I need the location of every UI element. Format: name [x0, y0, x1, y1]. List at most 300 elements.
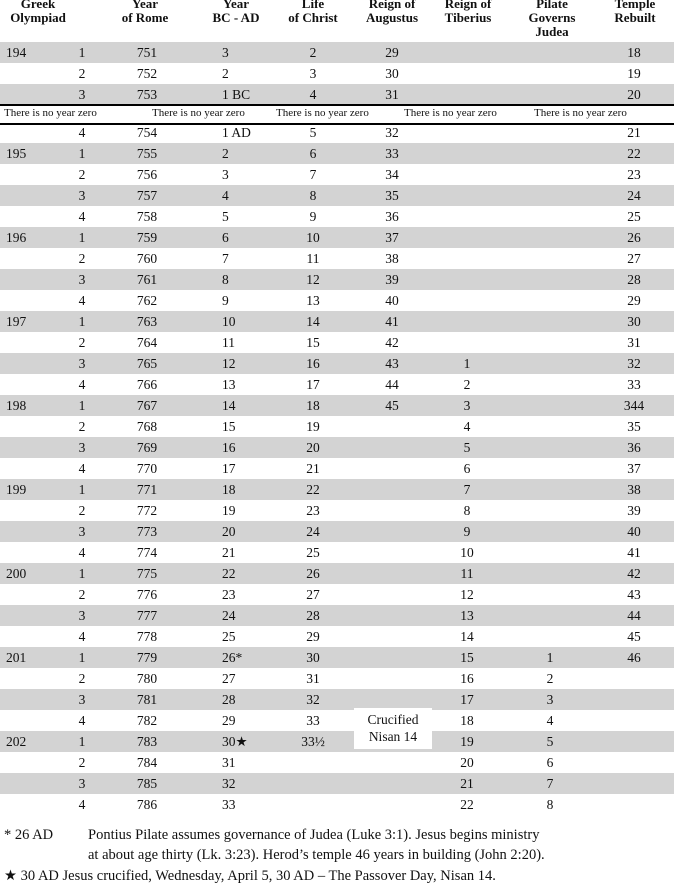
cell-bcad: 8: [222, 272, 229, 287]
table-row: [0, 584, 674, 605]
cell-christ: 21: [306, 461, 320, 476]
table-row: [0, 290, 674, 311]
table-row: [0, 206, 674, 227]
table-row: [0, 248, 674, 269]
column-header-line: Olympiad: [10, 10, 66, 25]
cell-q: 3: [78, 776, 86, 791]
cell-christ: 20: [306, 440, 320, 455]
cell-augustus: 42: [385, 335, 399, 350]
cell-tiberius: 4: [463, 419, 471, 434]
table-row: [0, 227, 674, 248]
table-row: [0, 437, 674, 458]
cell-q: 3: [78, 608, 86, 623]
cell-temple: 24: [627, 188, 641, 203]
cell-temple: 35: [627, 419, 641, 434]
column-header-line: Year: [132, 0, 158, 11]
cell-temple: 42: [627, 566, 641, 581]
cell-temple: 43: [627, 587, 641, 602]
cell-q: 2: [78, 755, 86, 770]
cell-bcad: 10: [222, 314, 236, 329]
cell-temple: 40: [627, 524, 641, 539]
cell-q: 1: [78, 482, 86, 497]
cell-christ: 16: [306, 356, 320, 371]
column-header: [595, 0, 674, 25]
cell-temple: 29: [627, 293, 641, 308]
cell-tiberius: 12: [460, 587, 474, 602]
cell-temple: 22: [627, 146, 641, 161]
cell-augustus: 38: [385, 251, 399, 266]
cell-christ: 29: [306, 629, 320, 644]
no-year-zero-note: There is no year zero: [276, 107, 369, 119]
cell-rome: 780: [136, 671, 158, 686]
cell-bcad: 13: [222, 377, 236, 392]
cell-bcad: 22: [222, 566, 236, 581]
cell-rome: 753: [136, 87, 158, 102]
no-year-zero-note: There is no year zero: [534, 107, 627, 119]
cell-q: 4: [78, 293, 86, 308]
cell-q: 4: [78, 797, 86, 812]
cell-tiberius: 9: [463, 524, 471, 539]
cell-bcad: 23: [222, 587, 236, 602]
cell-tiberius: 22: [460, 797, 474, 812]
column-header-line: Greek: [20, 0, 56, 11]
cell-rome: 768: [136, 419, 158, 434]
table-row: [0, 269, 674, 290]
cell-q: 1: [78, 398, 86, 413]
table-row: [0, 626, 674, 647]
cell-augustus: 33: [385, 146, 399, 161]
cell-q: 1: [78, 230, 86, 245]
cell-bcad: 27: [222, 671, 236, 686]
footnote-1-line1: Pontius Pilate assumes governance of Judea (Luke 3:1). Jesus begins ministry: [88, 827, 540, 843]
cell-temple: 27: [627, 251, 641, 266]
cell-olympiad: 199: [6, 482, 27, 497]
cell-tiberius: 7: [463, 482, 471, 497]
column-header-line: BC - AD: [212, 10, 260, 25]
cell-augustus: 34: [385, 167, 399, 182]
column-header: [105, 0, 185, 25]
cell-christ: 14: [306, 314, 320, 329]
cell-temple: 45: [627, 629, 641, 644]
cell-tiberius: 15: [460, 650, 474, 665]
cell-augustus: 30: [385, 66, 399, 81]
column-header: [428, 0, 508, 25]
cell-bcad: 15: [222, 419, 236, 434]
cell-bcad: 30★: [222, 734, 248, 749]
cell-tiberius: 18: [460, 713, 474, 728]
cell-rome: 779: [136, 650, 158, 665]
cell-q: 3: [78, 524, 86, 539]
cell-bcad: 17: [222, 461, 236, 476]
table-row: [0, 84, 674, 105]
column-header-line: Pilate: [536, 0, 568, 11]
table-row: [0, 542, 674, 563]
cell-rome: 766: [136, 377, 158, 392]
cell-temple: 44: [627, 608, 641, 623]
column-header-line: Tiberius: [444, 10, 492, 25]
cell-christ: 3: [309, 66, 317, 81]
cell-christ: 12: [306, 272, 320, 287]
cell-bcad: 14: [222, 398, 236, 413]
cell-christ: 11: [306, 251, 320, 266]
column-header-line: Governs: [528, 10, 576, 25]
column-header-line: of Christ: [288, 10, 338, 25]
cell-christ: 17: [306, 377, 320, 392]
cell-q: 1: [78, 45, 86, 60]
cell-rome: 763: [136, 314, 158, 329]
cell-rome: 775: [136, 566, 158, 581]
table-row: [0, 521, 674, 542]
cell-q: 1: [78, 734, 86, 749]
cell-pilate: 5: [546, 734, 554, 749]
cell-temple: 36: [627, 440, 641, 455]
cell-temple: 19: [627, 66, 641, 81]
cell-q: 2: [78, 251, 86, 266]
cell-christ: 32: [306, 692, 320, 707]
cell-q: 4: [78, 545, 86, 560]
cell-bcad: 6: [222, 230, 229, 245]
cell-temple: 344: [623, 398, 645, 413]
table-row: [0, 479, 674, 500]
column-header-line: Judea: [535, 24, 569, 39]
cell-temple: 28: [627, 272, 641, 287]
cell-q: 3: [78, 692, 86, 707]
cell-bcad: 4: [222, 188, 229, 203]
table-row: [0, 689, 674, 710]
cell-bcad: 24: [222, 608, 236, 623]
cell-christ: 8: [309, 188, 317, 203]
column-header-line: of Rome: [121, 10, 169, 25]
table-row: [0, 710, 674, 731]
cell-rome: 755: [136, 146, 158, 161]
cell-temple: 26: [627, 230, 641, 245]
cell-pilate: 8: [546, 797, 554, 812]
table-row: [0, 122, 674, 143]
cell-rome: 771: [136, 482, 158, 497]
table-row: [0, 311, 674, 332]
cell-augustus: 44: [385, 377, 399, 392]
table-row: [0, 458, 674, 479]
cell-rome: 782: [136, 713, 158, 728]
cell-christ: 4: [309, 87, 317, 102]
cell-pilate: 3: [546, 692, 554, 707]
cell-christ: 15: [306, 335, 320, 350]
cell-bcad: 1 AD: [222, 125, 251, 140]
cell-rome: 762: [136, 293, 158, 308]
cell-augustus: 35: [385, 188, 399, 203]
cell-bcad: 29: [222, 713, 236, 728]
cell-augustus: 36: [385, 209, 399, 224]
cell-rome: 777: [136, 608, 158, 623]
cell-rome: 778: [136, 629, 158, 644]
cell-christ: 33½: [301, 734, 325, 749]
table-row: [0, 773, 674, 794]
cell-pilate: 7: [546, 776, 554, 791]
cell-olympiad: 201: [6, 650, 27, 665]
cell-bcad: 28: [222, 692, 236, 707]
cell-q: 3: [78, 188, 86, 203]
cell-bcad: 31: [222, 755, 236, 770]
cell-q: 4: [78, 125, 86, 140]
cell-christ: 2: [309, 45, 317, 60]
cell-q: 2: [78, 503, 86, 518]
table-row: [0, 395, 674, 416]
cell-augustus: 31: [385, 87, 399, 102]
cell-bcad: 21: [222, 545, 236, 560]
cell-temple: 21: [627, 125, 641, 140]
cell-bcad: 19: [222, 503, 236, 518]
column-header-line: Rebuilt: [614, 10, 656, 25]
cell-bcad: 12: [222, 356, 236, 371]
cell-christ: 10: [306, 230, 320, 245]
cell-temple: 18: [627, 45, 641, 60]
footnote-1-line2: at about age thirty (Lk. 3:23). Herod’s temple 46 years in building (John 2:20).: [88, 847, 545, 863]
cell-pilate: 2: [546, 671, 554, 686]
table-row: [0, 731, 674, 752]
table-row: [0, 353, 674, 374]
cell-tiberius: 14: [460, 629, 474, 644]
column-header: [352, 0, 432, 25]
column-header-line: Reign of: [444, 0, 492, 11]
table-row: [0, 605, 674, 626]
cell-temple: 20: [627, 87, 641, 102]
table-row: [0, 143, 674, 164]
cell-bcad: 16: [222, 440, 236, 455]
cell-temple: 23: [627, 167, 641, 182]
cell-christ: 26: [306, 566, 320, 581]
cell-q: 2: [78, 66, 86, 81]
cell-temple: 32: [627, 356, 641, 371]
cell-bcad: 9: [222, 293, 229, 308]
crucified-callout: [354, 708, 432, 749]
cell-tiberius: 2: [463, 377, 471, 392]
cell-olympiad: 197: [6, 314, 27, 329]
cell-rome: 765: [136, 356, 158, 371]
cell-christ: 23: [306, 503, 320, 518]
cell-bcad: 3: [222, 167, 229, 182]
cell-q: 3: [78, 356, 86, 371]
cell-augustus: 32: [385, 125, 399, 140]
cell-rome: 767: [136, 398, 158, 413]
cell-christ: 28: [306, 608, 320, 623]
column-header-line: Reign of: [368, 0, 416, 11]
table-row: [0, 563, 674, 584]
cell-bcad: 33: [222, 797, 236, 812]
cell-temple: 33: [627, 377, 641, 392]
cell-rome: 785: [136, 776, 158, 791]
cell-temple: 39: [627, 503, 641, 518]
cell-augustus: 43: [385, 356, 399, 371]
cell-rome: 756: [136, 167, 158, 182]
cell-rome: 759: [136, 230, 158, 245]
cell-rome: 769: [136, 440, 158, 455]
cell-christ: 6: [309, 146, 317, 161]
cell-bcad: 32: [222, 776, 236, 791]
cell-bcad: 26*: [222, 650, 243, 665]
cell-q: 2: [78, 419, 86, 434]
cell-tiberius: 20: [460, 755, 474, 770]
table-row: [0, 794, 674, 815]
cell-rome: 752: [136, 66, 158, 81]
table-row: [0, 668, 674, 689]
cell-pilate: 4: [546, 713, 554, 728]
cell-tiberius: 16: [460, 671, 474, 686]
cell-q: 4: [78, 629, 86, 644]
column-header: [0, 0, 78, 25]
cell-pilate: 1: [546, 650, 554, 665]
cell-augustus: 37: [385, 230, 399, 245]
cell-q: 1: [78, 146, 86, 161]
cell-q: 3: [78, 87, 86, 102]
no-year-zero-note: There is no year zero: [152, 107, 245, 119]
cell-tiberius: 21: [460, 776, 474, 791]
cell-christ: 7: [309, 167, 317, 182]
column-header: [512, 0, 592, 39]
callout-line1: Crucified: [367, 712, 419, 727]
cell-bcad: 25: [222, 629, 236, 644]
column-header-line: Year: [223, 0, 249, 11]
cell-rome: 760: [136, 251, 158, 266]
cell-christ: 24: [306, 524, 320, 539]
table-row: [0, 185, 674, 206]
table-row: [0, 374, 674, 395]
table-row: [0, 416, 674, 437]
cell-q: 1: [78, 650, 86, 665]
cell-tiberius: 8: [463, 503, 471, 518]
cell-q: 2: [78, 335, 86, 350]
cell-temple: 46: [627, 650, 641, 665]
table-row: [0, 332, 674, 353]
cell-bcad: 7: [222, 251, 229, 266]
cell-q: 2: [78, 671, 86, 686]
column-header-line: Life: [301, 0, 325, 11]
cell-rome: 781: [136, 692, 158, 707]
callout-line2: Nisan 14: [368, 729, 418, 744]
cell-bcad: 11: [222, 335, 235, 350]
table-row: [0, 500, 674, 521]
cell-tiberius: 19: [460, 734, 474, 749]
cell-temple: 41: [627, 545, 641, 560]
cell-christ: 27: [306, 587, 320, 602]
cell-q: 4: [78, 377, 86, 392]
cell-olympiad: 194: [6, 45, 27, 60]
cell-temple: 31: [627, 335, 641, 350]
cell-bcad: 20: [222, 524, 236, 539]
cell-rome: 764: [136, 335, 158, 350]
cell-rome: 757: [136, 188, 158, 203]
cell-augustus: 45: [385, 398, 399, 413]
cell-rome: 774: [136, 545, 158, 560]
cell-olympiad: 202: [6, 734, 27, 749]
cell-q: 4: [78, 461, 86, 476]
cell-rome: 770: [136, 461, 158, 476]
cell-tiberius: 17: [460, 692, 474, 707]
cell-rome: 784: [136, 755, 158, 770]
cell-temple: 38: [627, 482, 641, 497]
cell-olympiad: 200: [6, 566, 27, 581]
cell-q: 1: [78, 314, 86, 329]
cell-rome: 783: [136, 734, 158, 749]
cell-tiberius: 3: [463, 398, 471, 413]
cell-christ: 5: [309, 125, 317, 140]
no-year-zero-note: There is no year zero: [404, 107, 497, 119]
cell-temple: 37: [627, 461, 641, 476]
cell-tiberius: 1: [463, 356, 471, 371]
cell-q: 4: [78, 713, 86, 728]
cell-christ: 18: [306, 398, 320, 413]
table-row: [0, 164, 674, 185]
cell-rome: 786: [136, 797, 158, 812]
table-row: [0, 42, 674, 63]
cell-q: 3: [78, 272, 86, 287]
cell-christ: 13: [306, 293, 320, 308]
cell-temple: 25: [627, 209, 641, 224]
cell-christ: 9: [309, 209, 317, 224]
cell-q: 4: [78, 209, 86, 224]
cell-olympiad: 198: [6, 398, 27, 413]
cell-rome: 754: [136, 125, 158, 140]
column-header: [196, 0, 276, 25]
cell-tiberius: 10: [460, 545, 474, 560]
cell-christ: 30: [306, 650, 320, 665]
cell-pilate: 6: [546, 755, 554, 770]
cell-augustus: 40: [385, 293, 399, 308]
cell-bcad: 2: [222, 146, 229, 161]
cell-bcad: 5: [222, 209, 229, 224]
cell-augustus: 29: [385, 45, 399, 60]
cell-olympiad: 196: [6, 230, 27, 245]
no-year-zero-note: There is no year zero: [4, 107, 97, 119]
column-header: [273, 0, 353, 25]
cell-christ: 31: [306, 671, 320, 686]
cell-christ: 33: [306, 713, 320, 728]
cell-rome: 776: [136, 587, 158, 602]
footnote-2: ★ 30 AD Jesus crucified, Wednesday, April 5, 30 AD – The Passover Day, Nisan 14.: [4, 868, 496, 884]
table-row: [0, 752, 674, 773]
table-row: [0, 647, 674, 668]
cell-tiberius: 13: [460, 608, 474, 623]
cell-tiberius: 5: [463, 440, 471, 455]
cell-olympiad: 195: [6, 146, 27, 161]
footnote-1-marker: * 26 AD: [4, 827, 54, 843]
table-row: [0, 63, 674, 84]
cell-augustus: 41: [385, 314, 399, 329]
cell-q: 2: [78, 167, 86, 182]
cell-christ: 25: [306, 545, 320, 560]
cell-bcad: 18: [222, 482, 236, 497]
cell-rome: 773: [136, 524, 158, 539]
table-header: [0, 0, 674, 42]
column-header-line: Augustus: [365, 10, 419, 25]
cell-christ: 22: [306, 482, 320, 497]
cell-tiberius: 11: [460, 566, 474, 581]
cell-bcad: 1 BC: [222, 87, 251, 102]
cell-temple: 30: [627, 314, 641, 329]
no-year-zero-band: [0, 104, 674, 125]
cell-rome: 758: [136, 209, 158, 224]
cell-rome: 751: [136, 45, 158, 60]
cell-bcad: 2: [222, 66, 229, 81]
cell-q: 3: [78, 440, 86, 455]
cell-bcad: 3: [222, 45, 229, 60]
cell-q: 1: [78, 566, 86, 581]
cell-q: 2: [78, 587, 86, 602]
cell-augustus: 39: [385, 272, 399, 287]
cell-rome: 772: [136, 503, 158, 518]
column-header-line: Temple: [614, 0, 656, 11]
cell-christ: 19: [306, 419, 320, 434]
cell-tiberius: 6: [463, 461, 471, 476]
